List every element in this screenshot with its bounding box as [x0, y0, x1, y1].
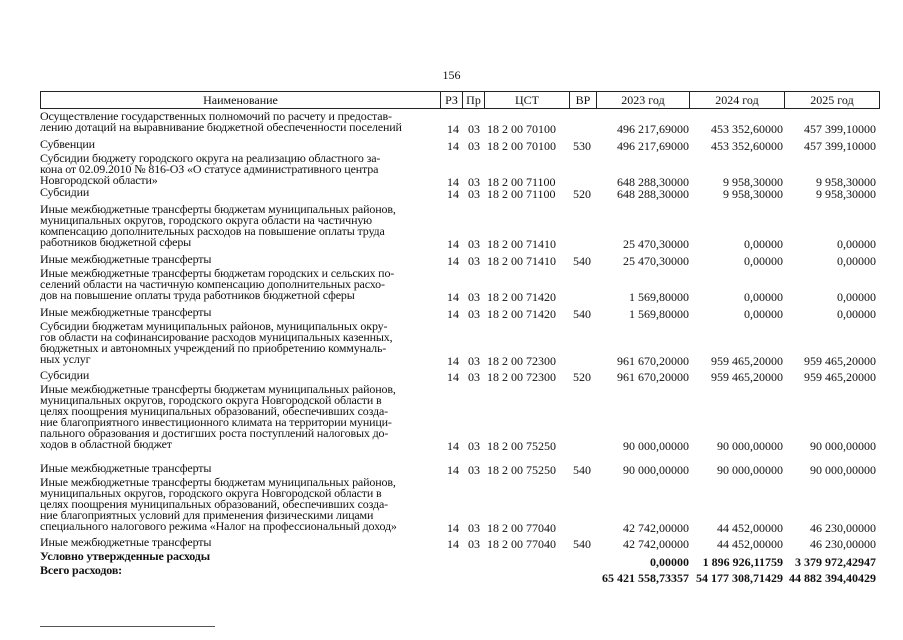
header-pr: Пр [463, 92, 485, 108]
row-y2023: 961 670,20000 [617, 370, 689, 384]
total-expenses-label: Всего расходов: [40, 563, 122, 577]
row-rz: 14 [447, 254, 459, 268]
row-y2023: 648 288,30000 [617, 175, 689, 189]
row-y2025: 9 958,30000 [816, 175, 876, 189]
row-pr: 03 [468, 537, 480, 551]
row-pr: 03 [468, 237, 480, 251]
row-name: Иные межбюджетные трансферты бюджетам муниципальных районов, муниципальных округов, городского округа Новгородской области в целях поощрения муниципальных образований, обеспечивших созда- ние благоприятного инвестиционного климата на территории муници- пального образования и достигших роста поступлений налоговых до- ходов в областной бюджет [40, 382, 396, 451]
row-rz: 14 [447, 237, 459, 251]
row-name: Осуществление государственных полномочий по расчету и предостав- лению дотаций на выравнивание бюджетной обеспеченности поселений [40, 109, 402, 134]
row-vr: 540 [573, 254, 591, 268]
row-rz: 14 [447, 439, 459, 453]
row-cst: 18 2 00 71100 [487, 187, 556, 201]
row-pr: 03 [468, 439, 480, 453]
row-pr: 03 [468, 354, 480, 368]
row-pr: 03 [468, 187, 480, 201]
row-y2025: 90 000,00000 [810, 463, 876, 477]
row-cst: 18 2 00 72300 [487, 370, 556, 384]
row-pr: 03 [468, 175, 480, 189]
row-y2024: 9 958,30000 [723, 187, 783, 201]
row-name: Иные межбюджетные трансферты [40, 252, 212, 266]
row-cst: 18 2 00 70100 [487, 122, 556, 136]
header-name: Наименование [41, 92, 441, 108]
header-2025: 2025 год [810, 93, 854, 107]
row-cst: 18 2 00 77040 [487, 537, 556, 551]
conditional-expenses-label: Условно утвержденные расходы [40, 549, 210, 563]
row-vr: 520 [573, 187, 591, 201]
page-number: 156 [442, 68, 461, 82]
row-name: Субвенции [40, 137, 95, 151]
row-cst: 18 2 00 71420 [487, 307, 556, 321]
row-y2025: 0,00000 [837, 290, 876, 304]
row-y2023: 25 470,30000 [623, 254, 689, 268]
row-y2025: 0,00000 [837, 237, 876, 251]
row-rz: 14 [447, 175, 459, 189]
row-rz: 14 [447, 187, 459, 201]
row-name: Иные межбюджетные трансферты [40, 461, 212, 475]
row-y2025: 46 230,00000 [810, 521, 876, 535]
row-cst: 18 2 00 72300 [487, 354, 556, 368]
row-rz: 14 [447, 370, 459, 384]
row-y2023: 1 569,80000 [629, 307, 689, 321]
row-y2023: 496 217,69000 [617, 122, 689, 136]
row-cst: 18 2 00 71420 [487, 290, 556, 304]
header-cst: ЦСТ [485, 92, 570, 108]
row-y2023: 42 742,00000 [623, 537, 689, 551]
row-y2025: 457 399,10000 [804, 139, 876, 153]
row-vr: 540 [573, 307, 591, 321]
row-y2024: 453 352,60000 [711, 139, 783, 153]
row-rz: 14 [447, 307, 459, 321]
row-vr: 530 [573, 139, 591, 153]
total-2023: 65 421 558,73357 [602, 571, 689, 585]
row-y2025: 959 465,20000 [804, 370, 876, 384]
row-pr: 03 [468, 290, 480, 304]
footnote-rule [40, 626, 215, 627]
row-rz: 14 [447, 139, 459, 153]
row-y2024: 44 452,00000 [717, 537, 783, 551]
row-name: Субсидии бюджету городского округа на реализацию областного за- кона от 02.09.2010 № 816-ОЗ «О статусе административного центра Новгородской области» [40, 151, 381, 187]
row-y2025: 90 000,00000 [810, 439, 876, 453]
row-rz: 14 [447, 354, 459, 368]
row-cst: 18 2 00 71410 [487, 237, 556, 251]
row-y2024: 959 465,20000 [711, 370, 783, 384]
row-y2024: 90 000,00000 [717, 463, 783, 477]
row-pr: 03 [468, 254, 480, 268]
row-y2023: 90 000,00000 [623, 439, 689, 453]
row-name: Иные межбюджетные трансферты [40, 535, 212, 549]
row-rz: 14 [447, 290, 459, 304]
conditional-2025: 3 379 972,42947 [795, 555, 876, 569]
row-y2023: 496 217,69000 [617, 139, 689, 153]
row-vr: 540 [573, 463, 591, 477]
row-name: Иные межбюджетные трансферты бюджетам муниципальных районов, муниципальных округов, городского округа Новгородской области в целях поощрения муниципальных образований, обеспечивших созда- ние благоприятных условий для применения физическими лицами специального налогового режима «Налог на профессиональный доход» [40, 475, 397, 533]
row-y2025: 9 958,30000 [816, 187, 876, 201]
row-y2024: 44 452,00000 [717, 521, 783, 535]
row-y2023: 1 569,80000 [629, 290, 689, 304]
header-2023: 2023 год [597, 92, 690, 108]
total-2024: 54 177 308,71429 [696, 571, 783, 585]
row-cst: 18 2 00 75250 [487, 463, 556, 477]
header-2024: 2024 год [690, 92, 785, 108]
row-vr: 540 [573, 537, 591, 551]
row-y2023: 648 288,30000 [617, 187, 689, 201]
row-y2025: 46 230,00000 [810, 537, 876, 551]
row-name: Иные межбюджетные трансферты [40, 305, 212, 319]
row-y2024: 959 465,20000 [711, 354, 783, 368]
row-y2025: 0,00000 [837, 307, 876, 321]
row-cst: 18 2 00 75250 [487, 439, 556, 453]
row-name: Субсидии [40, 368, 90, 382]
row-pr: 03 [468, 463, 480, 477]
row-cst: 18 2 00 71100 [487, 175, 556, 189]
row-name: Иные межбюджетные трансферты бюджетам городских и сельских по- селений области на частичную компенсацию дополнительных расхо- дов на повышение оплаты труда работников бюджетной сферы [40, 266, 395, 302]
row-y2024: 9 958,30000 [723, 175, 783, 189]
header-rz: РЗ [441, 92, 463, 108]
row-y2024: 453 352,60000 [711, 122, 783, 136]
row-y2024: 90 000,00000 [717, 439, 783, 453]
row-rz: 14 [447, 537, 459, 551]
row-pr: 03 [468, 521, 480, 535]
row-cst: 18 2 00 70100 [487, 139, 556, 153]
row-rz: 14 [447, 122, 459, 136]
row-cst: 18 2 00 71410 [487, 254, 556, 268]
row-vr: 520 [573, 370, 591, 384]
row-rz: 14 [447, 463, 459, 477]
total-2025: 44 882 394,40429 [789, 571, 876, 585]
row-y2023: 25 470,30000 [623, 237, 689, 251]
row-rz: 14 [447, 521, 459, 535]
row-y2024: 0,00000 [744, 290, 783, 304]
row-y2025: 0,00000 [837, 254, 876, 268]
row-y2025: 457 399,10000 [804, 122, 876, 136]
header-vr: ВР [570, 92, 597, 108]
row-y2023: 90 000,00000 [623, 463, 689, 477]
row-name: Субсидии бюджетам муниципальных районов, муниципальных окру- гов области на софинансирование расходов муниципальных казенных, бюджетных и автономных учреждений по приобретению коммуналь- ных услуг [40, 319, 393, 366]
table-header [40, 91, 880, 109]
row-name: Субсидии [40, 185, 90, 199]
conditional-2024: 1 896 926,11759 [702, 555, 783, 569]
row-pr: 03 [468, 307, 480, 321]
row-cst: 18 2 00 77040 [487, 521, 556, 535]
row-y2024: 0,00000 [744, 254, 783, 268]
row-y2024: 0,00000 [744, 237, 783, 251]
conditional-2023: 0,00000 [650, 555, 689, 569]
row-pr: 03 [468, 370, 480, 384]
row-y2025: 959 465,20000 [804, 354, 876, 368]
row-y2023: 42 742,00000 [623, 521, 689, 535]
row-pr: 03 [468, 139, 480, 153]
row-name: Иные межбюджетные трансферты бюджетам муниципальных районов, муниципальных округов, городского округа области на частичную компенсацию дополнительных расходов на повышение оплаты труда работников бюджетной сферы [40, 202, 396, 249]
row-pr: 03 [468, 122, 480, 136]
row-y2024: 0,00000 [744, 307, 783, 321]
row-y2023: 961 670,20000 [617, 354, 689, 368]
